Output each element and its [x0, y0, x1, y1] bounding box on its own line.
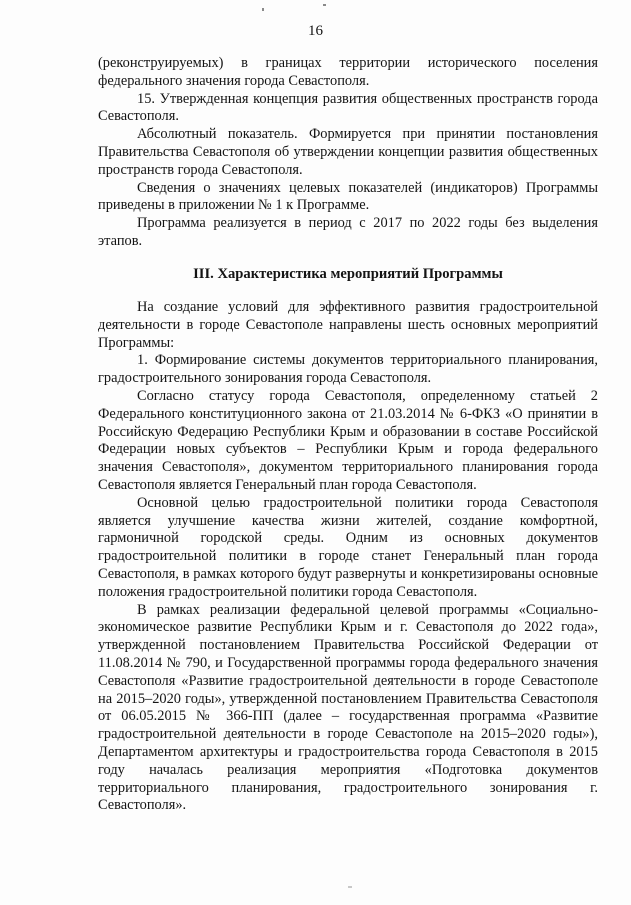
scan-artifact: [262, 8, 264, 11]
section-heading: III. Характеристика мероприятий Программы: [193, 266, 503, 282]
paragraph-continuation: (реконструируемых) в границах территории исторического поселения федерального значения города Севастополя.: [98, 55, 598, 89]
paragraph: Программа реализуется в период с 2017 по 2022 годы без выделения этапов.: [98, 215, 598, 249]
list-item: 1. Формирование системы документов территориального планирования, градостроительного зонирования города Севастополя.: [98, 352, 598, 387]
body-text-top: [98, 55, 598, 251]
paragraph: Сведения о значениях целевых показателей (индикаторов) Программы приведены в приложении № 1 к Программе.: [98, 179, 598, 214]
paragraph: На создание условий для эффективного развития градостроительной деятельности в городе Севастополе направлены шесть основных мероприятий Программы:: [98, 299, 598, 351]
paragraph: В рамках реализации федеральной целевой программы «Социально-экономическое развитие Республики Крым и г. Севастополя до 2022 года», утвержденной постановлением Правительства Российской Федерации от 11.08.2014 № 790, и Государственной программы города федерального значения Севастополя «Развитие градостроительной деятельности в городе Севастополе на 2015–2020 годы», утвержденной постановлением Правительства Севастополя от 06.05.2015 № 366-ПП (далее – государственная программа «Развитие градостроительной деятельности в городе Севастополе на 2015–2020 годы»), Департаментом архитектуры и градостроительства города Севастополя в 2015 году началась реализация мероприятия «Подготовка документов территориального планирования, градостроительного зонирования г. Севастополя».: [98, 601, 598, 814]
paragraph: Основной целью градостроительной политики города Севастополя является улучшение качества жизни жителей, создание комфортной, гармоничной городской среды. Одним из основных документов градостроительной политики в городе станет Генеральный план города Севастополя, в рамках которого будут развернуты и конкретизированы основные положения градостроительной политики города Севастополя.: [98, 494, 598, 600]
scan-artifact: [348, 886, 352, 888]
body-text-section: [98, 299, 598, 815]
paragraph: Абсолютный показатель. Формируется при принятии постановления Правительства Севастополя об утверждении концепции развития общественных пространств города Севастополя.: [98, 126, 598, 178]
paragraph: 15. Утвержденная концепция развития общественных пространств города Севастополя.: [98, 90, 598, 125]
scan-artifact: [323, 4, 326, 6]
paragraph: Согласно статусу города Севастополя, определенному статьей 2 Федерального конституционного закона от 21.03.2014 № 6-ФКЗ «О принятии в Российскую Федерацию Республики Крым и образовании в составе Российской Федерации новых субъектов – Республики Крым и города федерального значения Севастополя», документом территориального планирования города Севастополя является Генеральный план города Севастополя.: [98, 387, 598, 493]
page-number: 16: [308, 23, 323, 39]
